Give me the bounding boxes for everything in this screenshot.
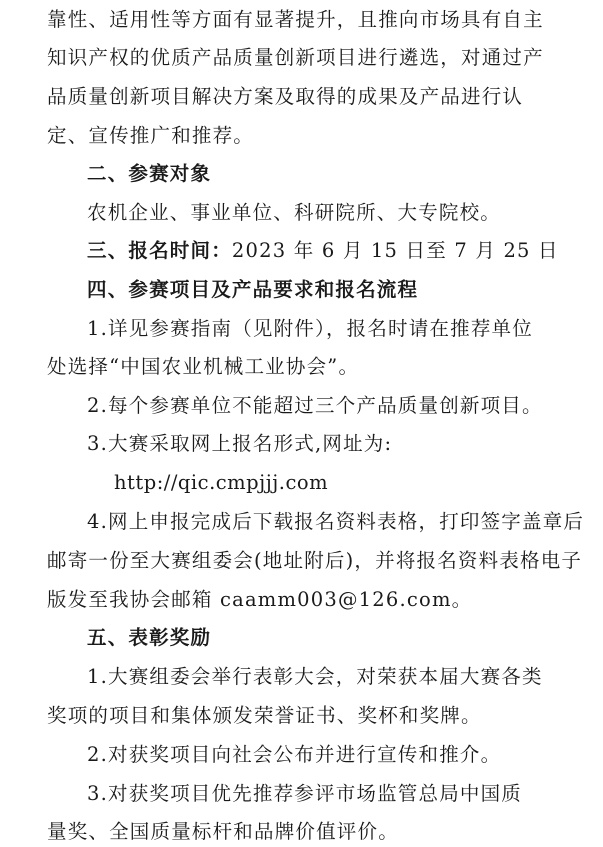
requirements-item-2: 2.每个参赛单位不能超过三个产品质量创新项目。 <box>87 394 543 417</box>
intro-line-3: 品质量创新项目解决方案及取得的成果及产品进行认 <box>47 85 524 108</box>
section-heading-participants: 二、参赛对象 <box>87 162 212 185</box>
requirements-item-1-line-2: 处选择“中国农业机械工业协会”。 <box>47 355 360 378</box>
intro-line-4: 定、宣传推广和推荐。 <box>47 124 255 147</box>
awards-item-1-line-1: 1.大赛组委会举行表彰大会，对荣获本届大赛各类 <box>87 665 543 688</box>
requirements-item-1-line-1: 1.详见参赛指南（见附件），报名时请在推荐单位 <box>87 317 533 340</box>
requirements-item-4-line-2: 邮寄一份至大赛组委会(地址附后)，并将报名资料表格电子 <box>47 549 583 572</box>
registration-time-row <box>87 237 562 265</box>
participants-text: 农机企业、事业单位、科研院所、大专院校。 <box>87 201 502 224</box>
section-heading-requirements: 四、参赛项目及产品要求和报名流程 <box>87 278 419 301</box>
registration-time-value: 2023 年 6 月 15 日至 7 月 25 日 <box>231 239 559 262</box>
registration-url-link[interactable]: http://qic.cmpjjj.com <box>114 471 329 494</box>
section-heading-registration-time: 三、报名时间： <box>87 239 232 262</box>
intro-line-1: 靠性、适用性等方面有显著提升，且推向市场具有自主 <box>47 8 544 31</box>
awards-item-2: 2.对获奖项目向社会公布并进行宣传和推介。 <box>87 743 502 766</box>
requirements-item-4-line-3: 版发至我协会邮箱 caamm003@126.com。 <box>47 588 473 611</box>
requirements-item-3: 3.大赛采取网上报名形式,网址为: <box>87 432 393 455</box>
requirements-item-4-line-1: 4.网上申报完成后下载报名资料表格，打印签字盖章后 <box>87 510 585 533</box>
awards-item-3-line-2: 量奖、全国质量标杆和品牌价值评价。 <box>47 820 399 843</box>
awards-item-3-line-1: 3.对获奖项目优先推荐参评市场监管总局中国质 <box>87 782 523 805</box>
awards-item-1-line-2: 奖项的项目和集体颁发荣誉证书、奖杯和奖牌。 <box>47 704 482 727</box>
section-heading-awards: 五、表彰奖励 <box>87 626 212 649</box>
intro-line-2: 知识产权的优质产品质量创新项目进行遴选，对通过产 <box>47 46 544 69</box>
